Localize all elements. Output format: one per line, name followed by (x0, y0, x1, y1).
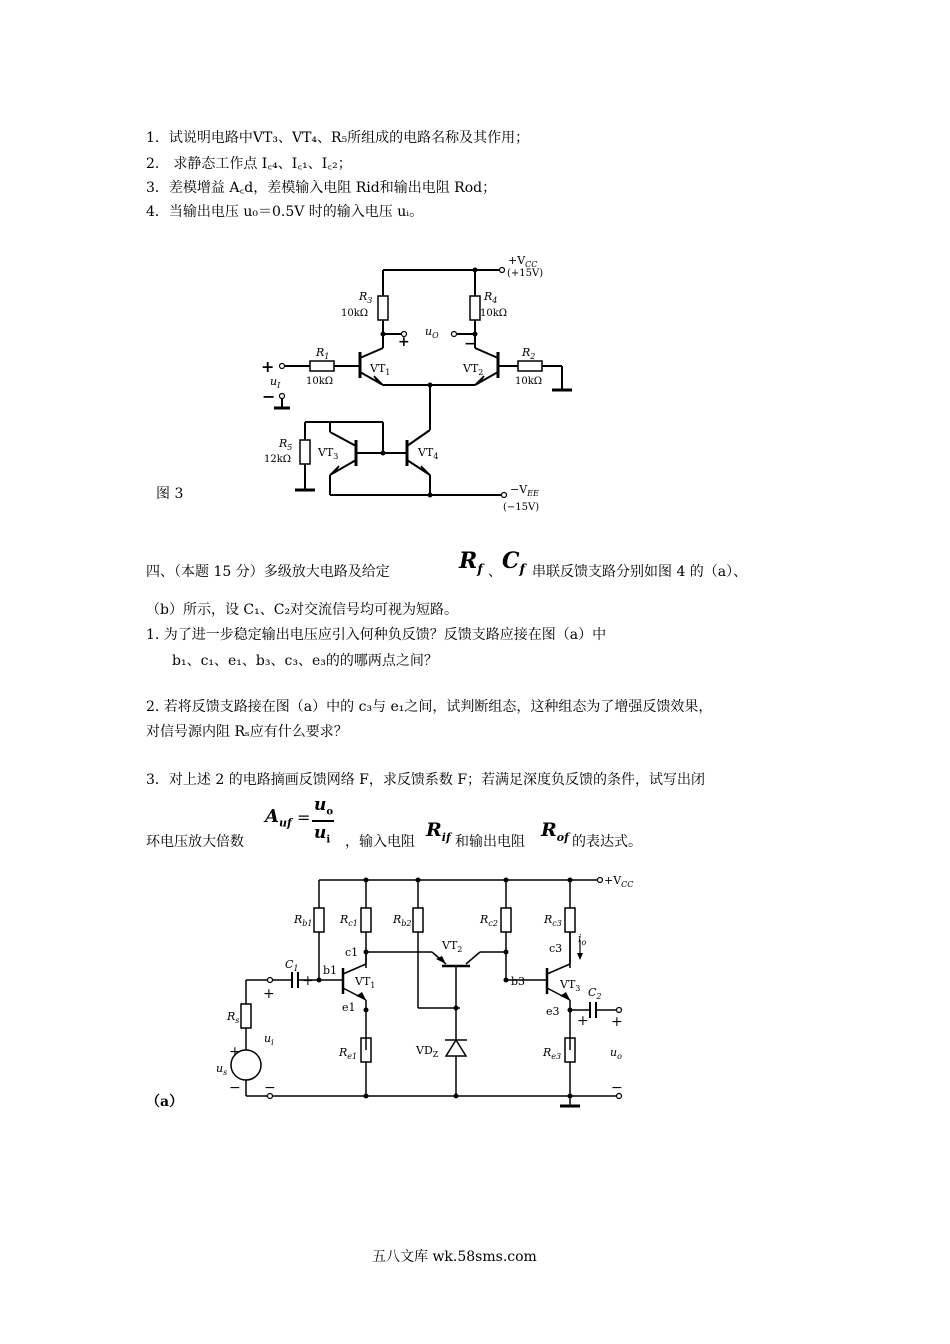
fig3-uo-plus: + (398, 334, 410, 350)
fig3-uo-label: $u_O$ (425, 325, 439, 340)
fig4a-in-plus: + (263, 986, 275, 1002)
section4-sep: 、 (488, 564, 502, 580)
section4-heading-b: 串联反馈支路分别如图 4 的（a）、 (532, 564, 748, 580)
fraction-bar (312, 820, 334, 822)
fig4a-rb2-label: $R_{b2}$ (393, 913, 412, 928)
fig4a-us-label: $u_s$ (216, 1062, 228, 1077)
question-4-3b-mid2: 和输出电阻 (455, 834, 525, 850)
fig3-vt1-label: $VT_1$ (370, 362, 391, 377)
fig3-vcc-value: (+15V) (507, 268, 544, 279)
question-3-1: 1．试说明电路中VT₃、VT₄、R₅所组成的电路名称及其作用； (146, 130, 530, 146)
fig4a-c1-label: $C_1$ (285, 958, 299, 973)
fig4a-in-minus: − (264, 1080, 276, 1096)
fig3-uo-minus: − (464, 336, 476, 352)
fig4a-c1-plus: + (302, 973, 314, 989)
fig4a-node-e3: e3 (546, 1005, 560, 1018)
fig4a-vt3-label: $VT_3$ (560, 978, 581, 993)
fig4a-rb1-label: $R_{b1}$ (294, 913, 313, 928)
fig3-r3-label: $R_3$ (359, 290, 373, 305)
fig3-r2-value: 10kΩ (515, 376, 543, 387)
question-4-1b: b₁、c₁、e₁、b₃、c₃、e₃的的哪两点之间？ (172, 653, 438, 669)
fraction-denominator: $u_i$ (314, 823, 331, 846)
fig4a-re3-label: $R_{e3}$ (543, 1046, 562, 1061)
auf-symbol: $A_{uf}$ (265, 806, 292, 830)
cf-symbol: $C_f$ (502, 548, 526, 578)
fig3-ui-minus: − (262, 387, 276, 406)
footer-watermark: 五八文库 wk.58sms.com (372, 1249, 537, 1265)
fig3-r1-value: 10kΩ (306, 376, 334, 387)
fig4a-us-plus: + (229, 1044, 241, 1060)
fig3-caption: 图 3 (156, 486, 184, 502)
fig3-r5-value: 12kΩ (264, 454, 292, 465)
question-4-3b-mid: ，输入电阻 (345, 834, 415, 850)
fig4a-node-c3: c3 (549, 942, 563, 955)
section4-heading-a: 四、（本题 15 分）多级放大电路及给定 (146, 564, 390, 580)
fig3-vee-value: (−15V) (503, 502, 540, 513)
fig4a-vt2-label: $VT_2$ (442, 939, 463, 954)
fig4a-node-b3: b3 (511, 975, 526, 988)
fig4a-ui-label: $u_i$ (264, 1032, 274, 1047)
question-4-3a: 3．对上述 2 的电路摘画反馈网络 F，求反馈系数 F；若满足深度负反馈的条件，试写出闭 (146, 772, 706, 788)
fig4a-re1-label: $R_{e1}$ (339, 1046, 358, 1061)
question-4-3b-end: 的表达式。 (572, 834, 642, 850)
fig4a-vcc-label: $+V_{CC}$ (604, 874, 634, 889)
fig3-r4-value: 10kΩ (480, 308, 508, 319)
fig4a-uo-label: $u_o$ (610, 1046, 622, 1061)
fig4a-c2-label: $C_2$ (588, 986, 602, 1001)
fig3-ui-plus: + (261, 357, 275, 376)
rf-symbol: $R_f$ (459, 548, 483, 578)
question-4-3b-pre: 环电压放大倍数 (146, 834, 244, 850)
fig4a-rc2-label: $R_{c2}$ (480, 913, 498, 928)
figure-3-circuit (0, 0, 950, 540)
question-4-1a: 1. 为了进一步稳定输出电压应引入何种负反馈？反馈支路应接在图（a）中 (146, 627, 607, 643)
fig3-vt4-label: $VT_4$ (418, 446, 439, 461)
fig4a-node-b1: b1 (323, 964, 338, 977)
fig3-ui-label: $u_I$ (270, 375, 281, 390)
fig4a-io-label: $i_o$ (578, 932, 587, 947)
fig3-vt3-label: $VT_3$ (318, 446, 339, 461)
fig4a-rs-label: $R_s$ (227, 1010, 240, 1025)
section4-line2: （b）所示，设 C₁、C₂对交流信号均可视为短路。 (146, 602, 459, 618)
figure-4a-circuit (0, 860, 950, 1120)
question-4-2b: 对信号源内阻 Rₛ应有什么要求？ (146, 724, 348, 740)
fraction-numerator: $u_o$ (314, 795, 334, 818)
fig3-r4-label: $R_4$ (484, 290, 498, 305)
fig4a-vdz-label: $VD_Z$ (416, 1044, 439, 1059)
fig3-vcc-label: $+V_{CC}$ (508, 254, 538, 269)
fig4a-c2-plus: + (577, 1013, 589, 1029)
fig3-r2-label: $R_2$ (522, 346, 536, 361)
question-3-4: 4．当输出电压 u₀＝0.5V 时的输入电压 uᵢ。 (146, 204, 424, 220)
fig4a-rc3-label: $R_{c3}$ (544, 913, 562, 928)
fig3-r3-value: 10kΩ (341, 308, 369, 319)
question-3-3: 3．差模增益 A꜀d，差模输入电阻 Rid和输出电阻 Rod； (146, 180, 497, 196)
fig4a-node-c1: c1 (345, 946, 359, 959)
fig4a-out-plus: + (611, 1014, 623, 1030)
fig4a-caption: （a） (146, 1094, 184, 1110)
fig4a-out-minus: − (611, 1080, 623, 1096)
rif-symbol: $R_{if}$ (426, 819, 451, 844)
fig4a-vt1-label: $VT_1$ (355, 975, 376, 990)
equals-sign: = (297, 808, 311, 827)
question-4-2a: 2. 若将反馈支路接在图（a）中的 c₃与 e₁之间，试判断组态，这种组态为了增强反馈效果， (146, 699, 713, 715)
fig4a-node-e1: e1 (342, 1001, 356, 1014)
fig3-vt2-label: $VT_2$ (463, 362, 484, 377)
fig4a-us-minus: − (229, 1080, 241, 1096)
fig4a-rc1-label: $R_{c1}$ (340, 913, 358, 928)
fig3-r1-label: $R_1$ (316, 346, 330, 361)
rof-symbol: $R_{of}$ (541, 819, 569, 844)
question-3-2: 2． 求静态工作点 I꜀₄、I꜀₁、I꜀₂； (146, 156, 352, 172)
fig3-vee-label: $-V_{EE}$ (510, 483, 539, 498)
fig3-r5-label: $R_5$ (279, 437, 293, 452)
